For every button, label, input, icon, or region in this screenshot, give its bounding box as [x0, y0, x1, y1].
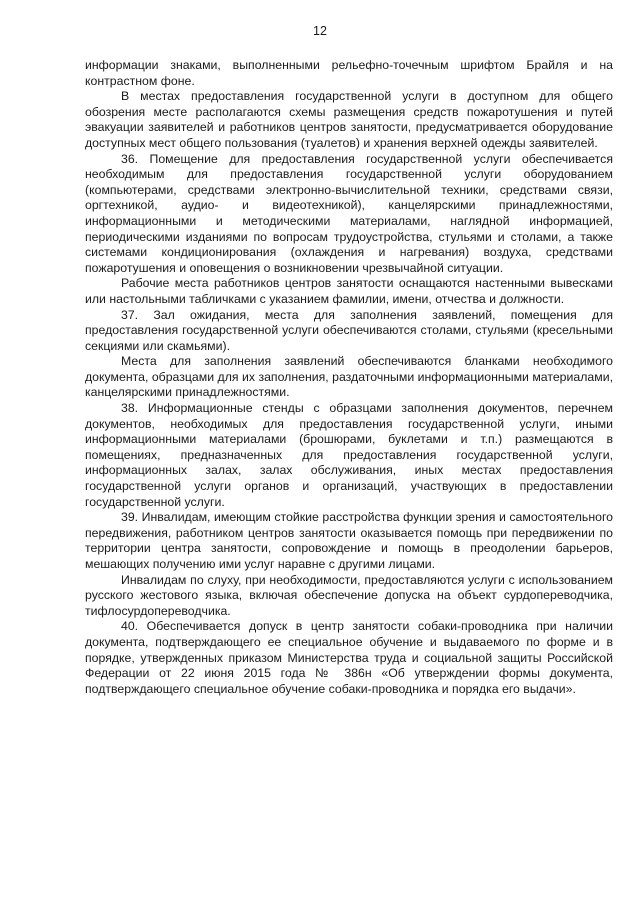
paragraph-form-filling-places: Места для заполнения заявлений обеспечиваются бланками необходимого документа, образцами для их заполнения, раздаточными информационными материалами, канцелярскими принадлежностями. — [85, 354, 613, 400]
paragraph-continuation: информации знаками, выполненными рельефно-точечным шрифтом Брайля и на контрастном фоне. — [85, 58, 613, 88]
paragraph-hearing-impaired: Инвалидам по слуху, при необходимости, предоставляются услуги с использованием русского жестового языка, включая обеспечение допуска на объект сурдопереводчика, тифлосурдопереводчика. — [85, 572, 613, 618]
page-number: 12 — [313, 24, 327, 38]
paragraph-workplace-signs: Рабочие места работников центров занятости оснащаются настенными вывесками или настольными табличками с указанием фамилии, имени, отчества и должности. — [85, 276, 613, 306]
paragraph-36-equipment: 36. Помещение для предоставления государственной услуги обеспечивается необходимым для предоставления государственной услуги оборудованием (компьютерами, средствами электронно-вычислительной техники, средствами связи, оргтехникой, аудио- и видеотехникой), канцелярскими принадлежностями, информационными и методическими материалами, наглядной информацией, периодическими изданиями по вопросам трудоустройства, стульями и столами, а также системами кондиционирования (охлаждения и нагревания) воздуха, средствами пожаротушения и оповещения о возникновении чрезвычайной ситуации. — [85, 151, 613, 275]
paragraph-38-info-stands: 38. Информационные стенды с образцами заполнения документов, перечнем документов, необходимых для предоставления государственной услуги, иными информационными материалами (брошюрами, буклетами и т.п.) размещаются в помещениях, предназначенных для предоставления государственной услуги, информационных залах, залах обслуживания, иных местах предоставления государственной услуги органов и организаций, участвующих в предоставлении государственной услуги. — [85, 401, 613, 509]
document-body — [85, 58, 613, 697]
paragraph-39-vision-impaired: 39. Инвалидам, имеющим стойкие расстройства функции зрения и самостоятельного передвижения, работником центров занятости оказывается помощь при передвижении по территории центра занятости, сопровождение и помощь в преодолении барьеров, мешающих получению ими услуг наравне с другими лицами. — [85, 510, 613, 571]
paragraph-37-waiting-hall: 37. Зал ожидания, места для заполнения заявлений, помещения для предоставления государственной услуги обеспечиваются столами, стульями (кресельными секциями или скамьями). — [85, 307, 613, 353]
paragraph-40-guide-dog: 40. Обеспечивается допуск в центр занятости собаки-проводника при наличии документа, подтверждающего ее специальное обучение и выдаваемого по форме и в порядке, утвержденных приказом Министерства труда и социальной защиты Российской Федерации от 22 июня 2015 года № 386н «Об утверждении формы документа, подтверждающего специальное обучение собаки-проводника и порядка его выдачи». — [85, 619, 613, 696]
paragraph-evacuation-schemes: В местах предоставления государственной услуги в доступном для общего обозрения месте располагаются схемы размещения средств пожаротушения и путей эвакуации заявителей и работников центров занятости, предусматривается оборудование доступных мест общего пользования (туалетов) и хранения верхней одежды заявителей. — [85, 89, 613, 150]
